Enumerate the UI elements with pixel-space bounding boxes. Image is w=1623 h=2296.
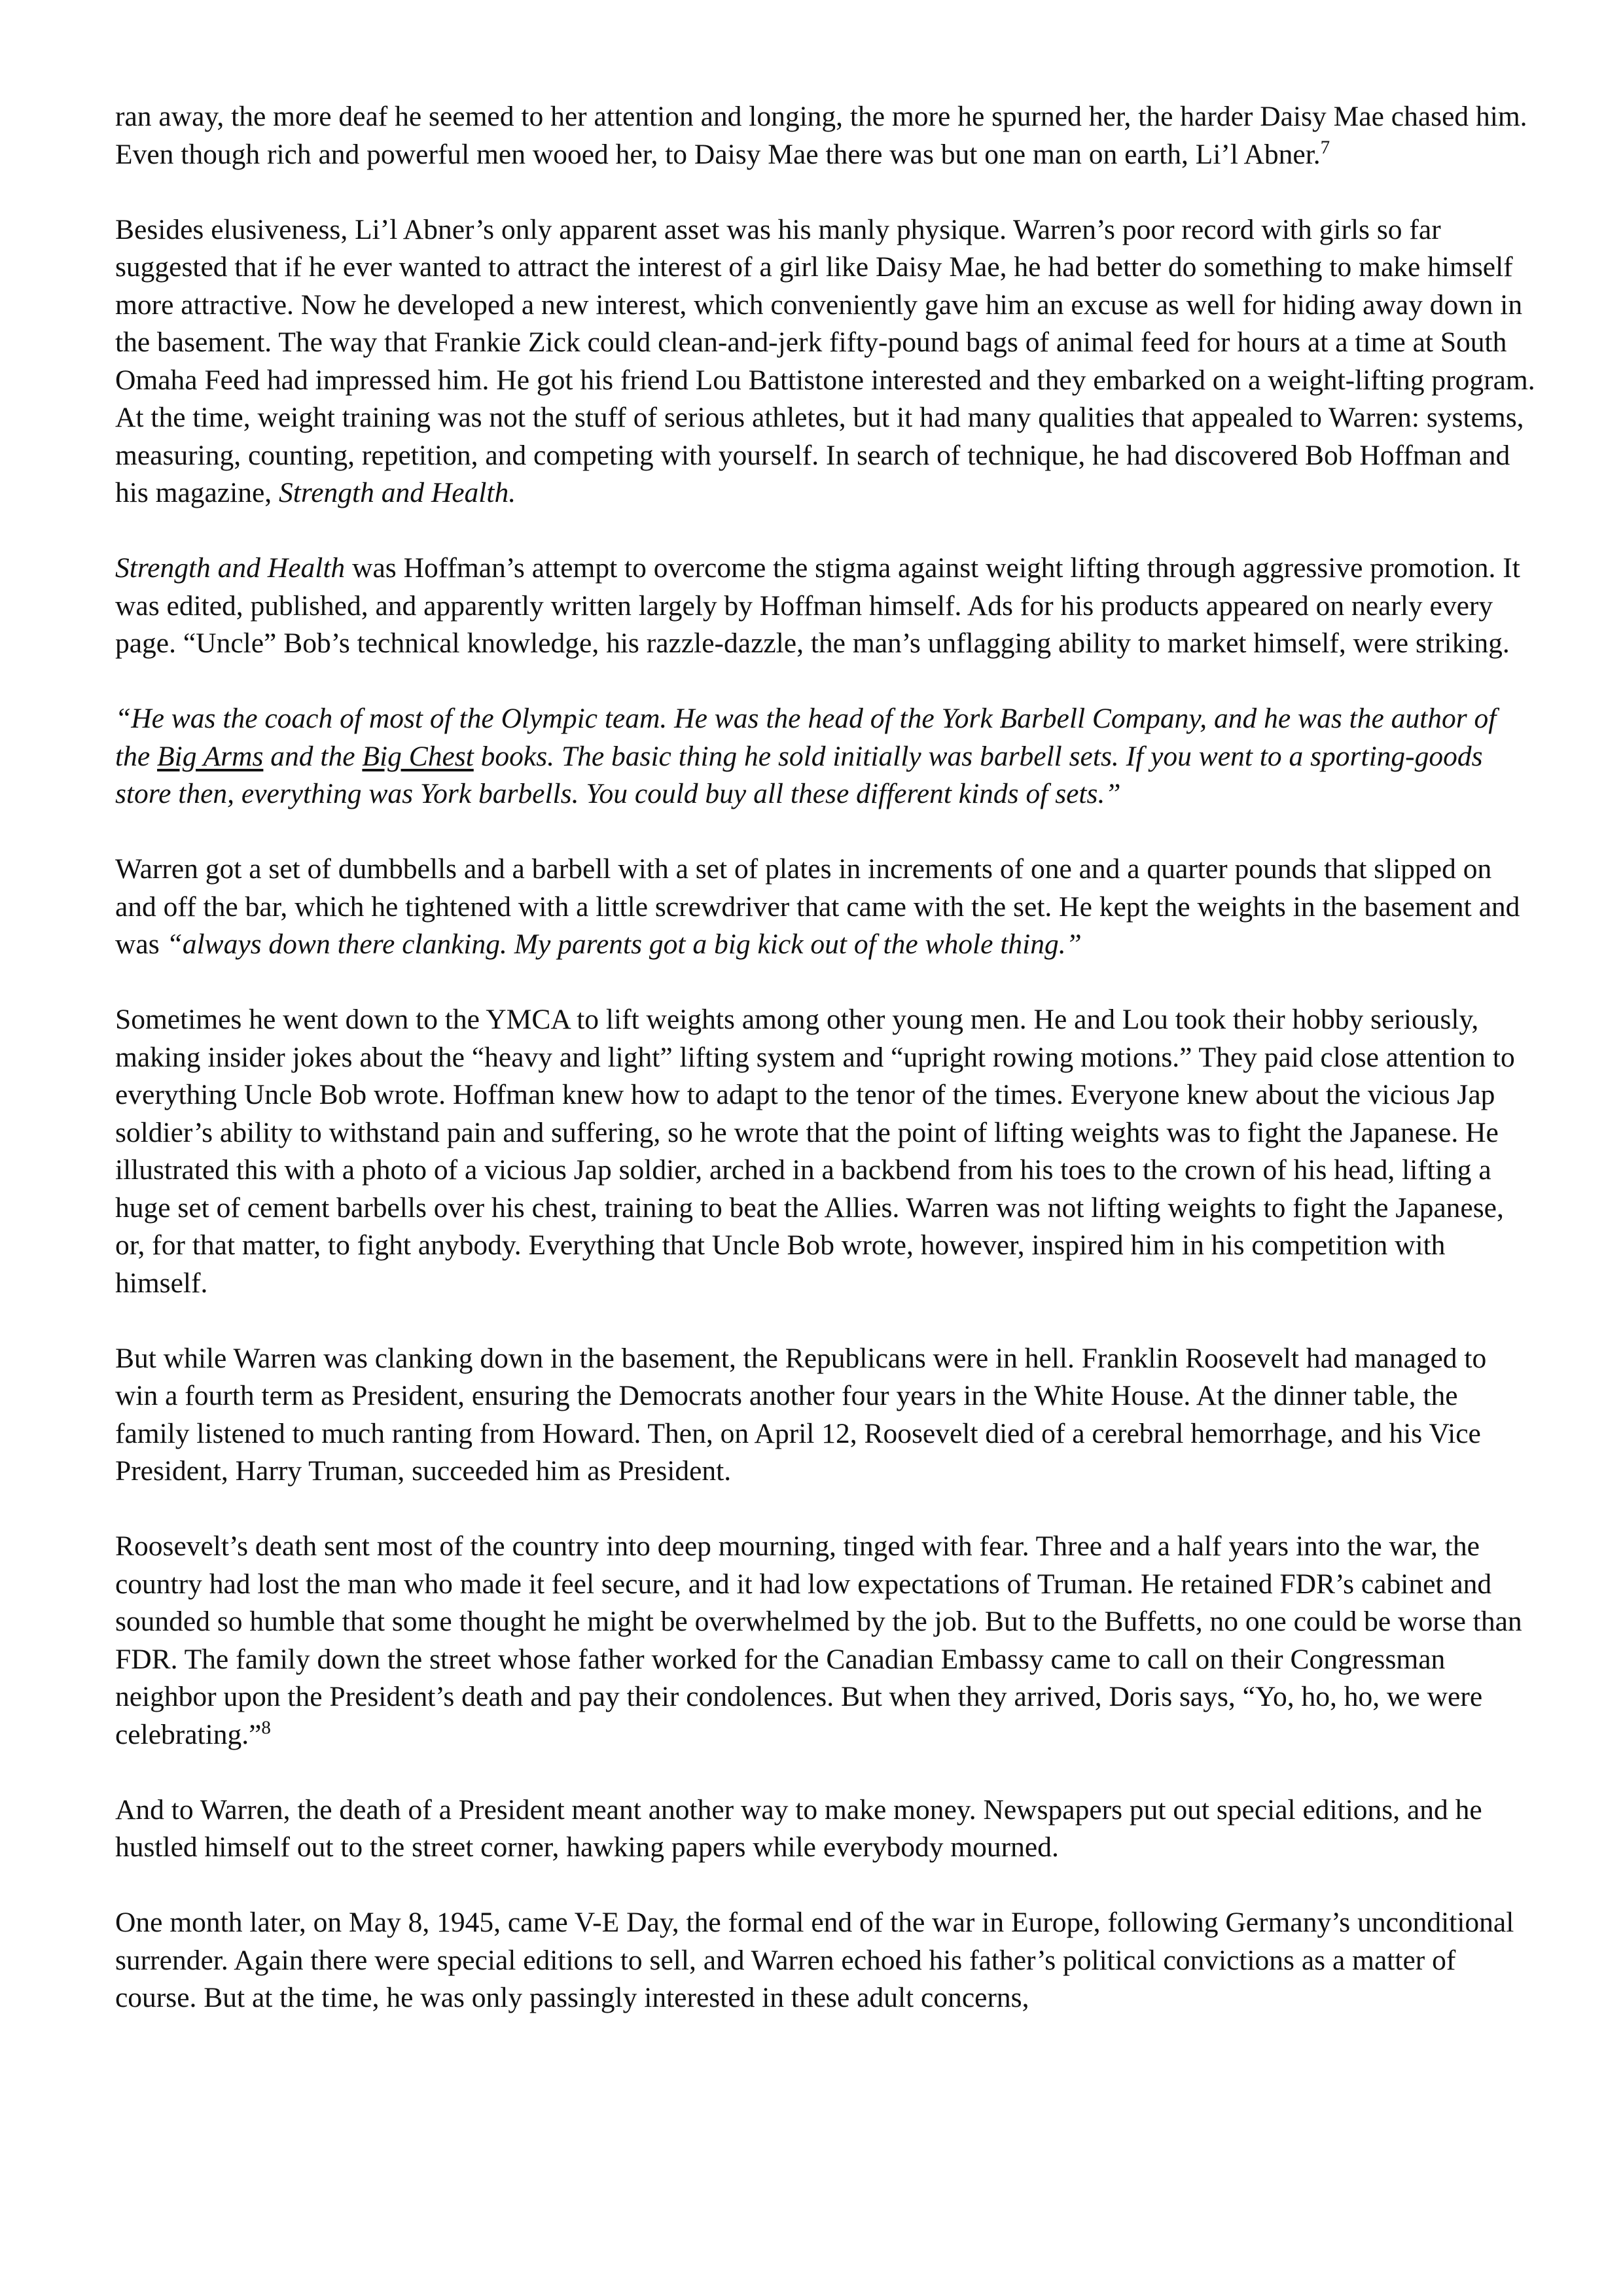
document-page <box>115 98 1535 2017</box>
italic-text: books. The basic thing he sold initially was barbell sets. If you went to a sporting-goods store then, everything was York barbells. You could buy all these different kinds of sets.” <box>115 740 1483 809</box>
body-paragraph <box>115 550 1535 663</box>
body-paragraph <box>115 700 1535 813</box>
body-paragraph <box>115 1528 1535 1754</box>
italic-text: “He was the coach of most of the Olympic team. He was the head of the York Barbell Company, and he was the author of the <box>115 703 1497 772</box>
book-title-text: Big Chest <box>362 740 474 772</box>
text-run: was Hoffman’s attempt to overcome the stigma against weight lifting through aggressive promotion. It was edited, published, and apparently written largely by Hoffman himself. Ads for his products appeared on nearly every page. “Uncle” Bob’s technical knowledge, his razzle-dazzle, the man’s unflagging ability to market himself, were striking. <box>115 552 1520 659</box>
italic-text: and the <box>263 740 363 772</box>
text-run: And to Warren, the death of a President meant another way to make money. Newspapers put out special editions, and he hustled himself out to the street corner, hawking papers while everybody mourned. <box>115 1793 1482 1863</box>
text-run: ran away, the more deaf he seemed to her attention and longing, the more he spurned her, the harder Daisy Mae chased him. Even though rich and powerful men wooed her, to Daisy Mae there was but one man on earth, Li’l Abner. <box>115 101 1527 170</box>
text-run: But while Warren was clanking down in the basement, the Republicans were in hell. Franklin Roosevelt had managed to win a fourth term as President, ensuring the Democrats another four years in the White House. At the dinner table, the family listened to much ranting from Howard. Then, on April 12, Roosevelt died of a cerebral hemorrhage, and his Vice President, Harry Truman, succeeded him as President. <box>115 1342 1487 1487</box>
book-title <box>157 741 263 772</box>
italic-text: Strength and Health. <box>279 477 516 508</box>
body-paragraph <box>115 211 1535 512</box>
body-paragraph <box>115 1792 1535 1867</box>
book-title <box>362 741 473 772</box>
body-paragraph <box>115 1904 1535 2017</box>
text-run: One month later, on May 8, 1945, came V-E Day, the formal end of the war in Europe, following Germany’s unconditional surrender. Again there were special editions to sell, and Warren echoed his father’s political convictions as a matter of course. But at the time, he was only passingly interested in these adult concerns, <box>115 1907 1514 2013</box>
text-run: Warren got a set of dumbbells and a barbell with a set of plates in increments of one and a quarter pounds that slipped on and off the bar, which he tightened with a little screwdriver that came with the set. He kept the weights in the basement and was <box>115 853 1520 960</box>
body-paragraph <box>115 1001 1535 1302</box>
italic-text: “always down there clanking. My parents got a big kick out of the whole thing.” <box>166 928 1082 960</box>
text-run: Roosevelt’s death sent most of the country into deep mourning, tinged with fear. Three and a half years into the war, the country had lost the man who made it feel secure, and it had low expectations of Truman. He retained FDR’s cabinet and sounded so humble that some thought he might be overwhelmed by the job. But to the Buffetts, no one could be worse than FDR. The family down the street whose father worked for the Canadian Embassy came to call on their Congressman neighbor upon the President’s death and pay their condolences. But when they arrived, Doris says, “Yo, ho, ho, we were celebrating.” <box>115 1530 1522 1750</box>
footnote-ref: 8 <box>261 1717 271 1738</box>
italic-text: Strength and Health <box>115 552 346 584</box>
body-paragraph <box>115 98 1535 173</box>
body-paragraph <box>115 851 1535 964</box>
text-run: Besides elusiveness, Li’l Abner’s only apparent asset was his manly physique. Warren’s poor record with girls so far suggested that if he ever wanted to attract the interest of a girl like Daisy Mae, he had better do something to make himself more attractive. Now he developed a new interest, which conveniently gave him an excuse as well for hiding away down in the basement. The way that Frankie Zick could clean-and-jerk fifty-pound bags of animal feed for hours at a time at South Omaha Feed had impressed him. He got his friend Lou Battistone interested and they embarked on a weight-lifting program. At the time, weight training was not the stuff of serious athletes, but it had many qualities that appealed to Warren: systems, measuring, counting, repetition, and competing with yourself. In search of technique, he had discovered Bob Hoffman and his magazine, <box>115 213 1535 508</box>
footnote-ref: 7 <box>1320 137 1330 158</box>
body-paragraph <box>115 1340 1535 1491</box>
book-title-text: Big Arms <box>157 740 264 772</box>
text-run: Sometimes he went down to the YMCA to lift weights among other young men. He and Lou took their hobby seriously, making insider jokes about the “heavy and light” lifting system and “upright rowing motions.” They paid close attention to everything Uncle Bob wrote. Hoffman knew how to adapt to the tenor of the times. Everyone knew about the vicious Jap soldier’s ability to withstand pain and suffering, so he wrote that the point of lifting weights was to fight the Japanese. He illustrated this with a photo of a vicious Jap soldier, arched in a backbend from his toes to the crown of his head, lifting a huge set of cement barbells over his chest, training to beat the Allies. Warren was not lifting weights to fight the Japanese, or, for that matter, to fight anybody. Everything that Uncle Bob wrote, however, inspired him in his competition with himself. <box>115 1004 1515 1299</box>
